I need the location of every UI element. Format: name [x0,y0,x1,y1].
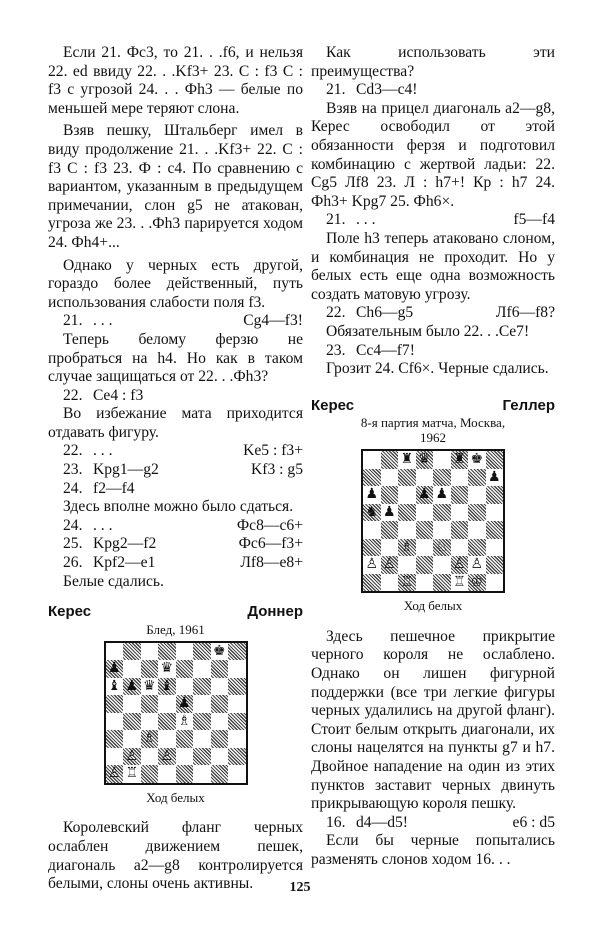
board-square [486,539,504,557]
board-square [193,678,211,696]
board-square [211,748,229,766]
board-square [106,713,124,731]
board-square [398,486,416,504]
chess-piece-square: ♖ [125,765,139,782]
board-square [211,660,229,678]
board-square [193,695,211,713]
board-square [193,643,211,661]
board-square [381,521,399,539]
chess-piece-square: ♗ [177,712,191,729]
board-square [228,765,246,783]
board-square [486,504,504,522]
move-line: 22. Ce4 : f3 [63,386,144,404]
board-square [398,469,416,487]
chess-piece-square: ♙ [123,748,141,766]
chess-piece-square: ♗ [141,730,159,748]
board-square [158,765,176,783]
board-square [381,486,399,504]
right-paragraph-7: Если бы черные попытались разменять слонов ходом 16. . . [311,832,555,868]
right-column [311,44,555,870]
move-line: 22. . . . Ke5 : f3+ [63,442,303,460]
board-square [451,539,469,557]
board-square [363,451,381,469]
board-square [123,695,141,713]
chess-piece-square: ♛ [160,660,174,677]
chess-piece-square: ♔ [468,574,486,592]
board-square [176,643,194,661]
left-paragraph-3: Однако у черных есть другой, гораздо более действенный, путь использования слабости поля f3. [48,256,303,311]
chess-piece-square: ♚ [212,642,226,659]
chess-piece-square: ♟ [435,486,449,503]
board-square [106,643,124,661]
board-square [398,556,416,574]
chess-piece-square: ♟ [365,486,379,503]
move-line: 23. Kpg1—g2 Kf3 : g5 [63,461,303,479]
left-paragraph-2: Взяв пешку, Штальберг имел в виду продолжение 21. . .Kf3+ 22. C : f3 C : f3 23. Ф : c4. По сравнению с вариантом, указанным в предыдущем примечании, слон g5 не атакован, угроза же 23. . .Фh3 парируется ходом 24. Фh4+... [48,122,303,251]
board-square [176,748,194,766]
board-square [381,539,399,557]
board-square [363,539,381,557]
board-square [381,451,399,469]
board-square [451,469,469,487]
board-square [486,521,504,539]
board-square [106,730,124,748]
board-square [158,695,176,713]
board-square [486,556,504,574]
board-square [398,504,416,522]
diagram-caption: Ход белых [146,789,205,805]
board-square [211,695,229,713]
move-line: 26. Kpf2—e1 Лf8—e8+ [63,554,303,572]
board-square [141,643,159,661]
left-paragraph-4: Теперь белому ферзю не пробраться на h4. Но как в таком случае защищаться от 22. . .Фh3? [48,330,303,386]
board-square [433,469,451,487]
board-square [228,748,246,766]
board-square [211,678,229,696]
board-square [193,713,211,731]
board-square [486,574,504,592]
board-square [363,521,381,539]
left-column [48,44,303,894]
board-square [193,730,211,748]
right-paragraph-3: Поле h3 теперь атаковано слоном, и комбинация не проходит. Но у белых есть еще одна возможность создать матовую угрозу. [311,229,555,303]
chess-piece-square: ♟ [106,660,124,678]
board-square [363,469,381,487]
right-paragraph-5: Грозит 24. Cf6×. Черные сдались. [326,360,549,378]
chess-piece-square: ♙ [470,556,484,573]
game-header-1 [48,603,303,622]
right-paragraph-1: Как использовать эти преимущества? [311,44,555,80]
board-square [141,713,159,731]
left-paragraph-7: Белые сдались. [63,572,164,590]
chess-piece-square: ♟ [176,695,194,713]
chess-piece-square: ♛ [142,677,156,694]
chess-piece-square: ♙ [365,556,379,573]
move-line: 16. d4—d5! e6 : d5 [326,813,555,831]
board-square [211,765,229,783]
board-square [176,730,194,748]
board-square [141,748,159,766]
board-square [486,451,504,469]
chess-piece-square: ♟ [123,678,141,696]
board-square [158,713,176,731]
move-line: 23. Cc4—f7! [326,341,415,359]
board-square [416,504,434,522]
board-square [416,556,434,574]
board-square [433,574,451,592]
left-paragraph-1: Если 21. Фс3, то 21. . .f6, и нельзя 22. ed ввиду 22. . .Kf3+ 23. C : f3 C : f3 с угрозой 24. . . Фh3 — белые по меньшей мере теряют слона. [48,44,303,117]
move-line: 24. . . . Фc8—c6+ [63,516,303,534]
board-square [416,539,434,557]
chess-piece-square: ♙ [106,765,124,783]
moves-block-1 [48,442,303,498]
move-line: 25. Kpg2—f2 Фc6—f3+ [63,535,303,553]
chess-piece-square: ♙ [158,748,176,766]
move-line: 22. Ch6—g5 Лf6—f8? [326,304,555,322]
chess-piece-square: ♞ [363,504,381,522]
board-square [106,695,124,713]
chess-piece-square: ♛ [416,451,434,469]
board-square [468,539,486,557]
board-square [416,521,434,539]
board-square [468,504,486,522]
right-paragraph-2: Взяв на прицел диагональ a2—g8, Керес освободил от этой обязанности ферзя и подготовил комбинацию с жертвой ладьи: 22. Cg5 Лf8 23. Л : h7+! Кр : h7 24. Фh3+ Kpg7 25. Фh6×. [311,99,555,210]
board-square [193,660,211,678]
chess-piece-square: ♚ [470,451,484,468]
chess-piece-square: ♖ [452,573,466,590]
board-square [123,660,141,678]
right-paragraph-6: Здесь пешечное прикрытие черного короля не ослаблено. Однако он лишен фигурной поддержки (все три легкие фигуры черных удалились на другой фланг). Стоит белым открыть диагонали, их слоны нацелятся на пункты g7 и h7. Двойное нападение на один из этих пунктов заставит черных двинуть прикрывающую короля пешку. [311,627,555,813]
board-square [433,521,451,539]
board-square [141,765,159,783]
chess-piece-square: ♗ [398,539,416,557]
board-square [416,574,434,592]
board-square [381,469,399,487]
board-square [211,730,229,748]
chess-diagram-1 [104,641,248,785]
white-player: Керес [48,603,92,621]
board-square [451,521,469,539]
move-line: 21. Cd3—c4! [326,81,418,99]
moves-block-2 [48,517,303,573]
board-square [363,574,381,592]
board-square [486,486,504,504]
board-square [141,695,159,713]
chess-piece-square: ♖ [398,574,416,592]
board-square [433,556,451,574]
move-line: 24. f2—f4 [63,479,135,497]
board-square [416,469,434,487]
chess-piece-square: ♘ [433,539,451,557]
game-event: Блед, 1961 [146,621,205,637]
right-paragraph-4: Обязательным было 22. . .Ce7! [326,322,530,340]
board-square [193,765,211,783]
chess-piece-square: ♝ [158,678,176,696]
chess-piece-square: ♝ [107,677,121,694]
board-square [228,660,246,678]
chess-piece-square: ♟ [416,486,434,504]
board-square [228,695,246,713]
board-square [176,765,194,783]
chess-piece-square: ♟ [487,468,501,485]
board-square [106,748,124,766]
board-square [451,504,469,522]
black-player: Геллер [502,396,555,414]
board-square [158,730,176,748]
board-square [468,469,486,487]
board-square [433,504,451,522]
chess-piece-square: ♙ [451,556,469,574]
board-square [398,521,416,539]
board-square [228,643,246,661]
board-square [211,713,229,731]
diagram-caption: Ход белых [403,598,463,614]
game-event: 8-я партия матча, Москва, 1962 [360,415,506,446]
chess-piece-square: ♙ [381,556,399,574]
board-square [228,678,246,696]
black-player: Доннер [247,603,303,621]
board-square [123,730,141,748]
board-square [141,660,159,678]
board-square [193,748,211,766]
chess-piece-square: ♟ [382,503,396,520]
board-square [123,643,141,661]
board-square [381,574,399,592]
chess-piece-square: ♜ [451,451,469,469]
board-square [158,643,176,661]
board-square [468,521,486,539]
board-square [176,660,194,678]
board-square [433,451,451,469]
game-header-2 [311,397,555,416]
board-square [123,713,141,731]
left-paragraph-5: Во избежание мата приходится отдавать фигуру. [48,405,303,441]
board-square [468,486,486,504]
white-player: Керес [311,396,355,414]
board-square [228,713,246,731]
chess-diagram-2 [361,449,505,593]
page-number: 125 [289,880,311,895]
left-paragraph-6: Здесь вполне можно было сдаться. [63,498,294,516]
board-square [176,678,194,696]
left-paragraph-8: Королевский фланг черных ослаблен движением пешек, диагональ a2—g8 контролируется белыми, слоны очень активны. [48,819,303,893]
move-line: 21. . . . Cg4—f3! [63,312,303,330]
chess-piece-square: ♜ [400,451,414,468]
move-line: 21. . . . f5—f4 [326,211,555,229]
board-square [228,730,246,748]
board-square [451,486,469,504]
